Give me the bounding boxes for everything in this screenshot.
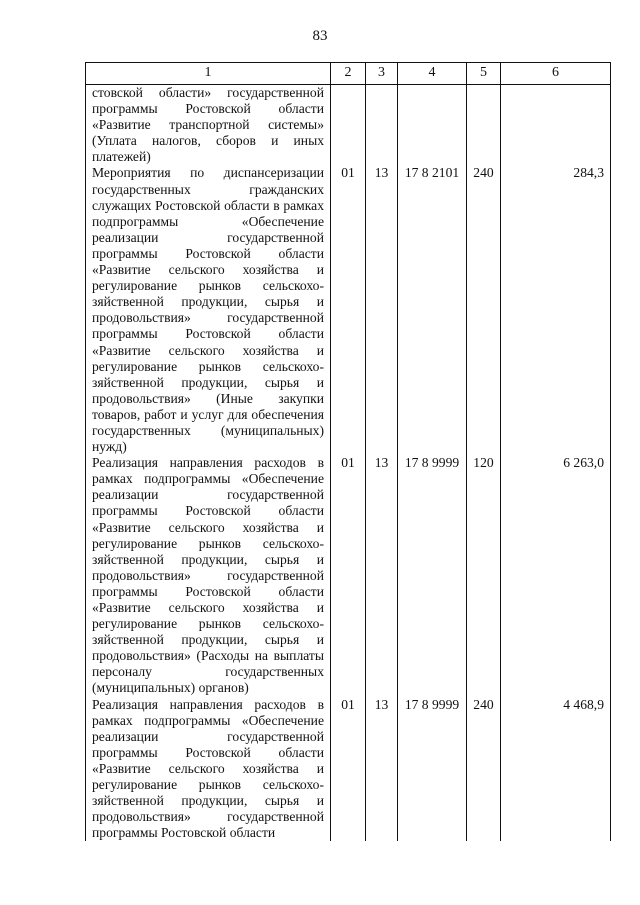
table-row bbox=[86, 455, 611, 696]
table-header-row bbox=[86, 63, 611, 85]
cell-subsection: 13 bbox=[366, 165, 398, 455]
cell-amount: 284,3 bbox=[501, 165, 611, 455]
cell-section: 01 bbox=[331, 455, 366, 696]
cell-target-article bbox=[398, 85, 467, 166]
cell-section bbox=[331, 85, 366, 166]
cell-section: 01 bbox=[331, 165, 366, 455]
row-description: Реализация направления расходов в рамках подпрограммы «Обеспечение реализации государственной программы Ростовской области «Развитие сельского хозяйства и регулирование рынков сельскохозяйственной продукции, сырья и продовольствия» государственной программы Ростовской области «Развитие сельского хозяйства и регулирование рынков сельскохозяйственной продукции, сырья и продовольствия» (Расходы на выплаты персоналу государственных (муниципальных) органов) bbox=[86, 455, 331, 696]
cell-expense-type bbox=[467, 85, 501, 166]
row-description: Реализация направления расходов в рамках подпрограммы «Обеспечение реализации государственной программы Ростовской области «Развитие сельского хозяйства и регулирование рынков сельскохозяйственной продукции, сырья и продовольствия» государственной программы Ростовской области bbox=[86, 697, 331, 842]
cell-subsection: 13 bbox=[366, 455, 398, 696]
column-header: 2 bbox=[331, 63, 366, 85]
cell-subsection bbox=[366, 85, 398, 166]
table-row bbox=[86, 85, 611, 166]
table-row bbox=[86, 697, 611, 842]
row-description: Мероприятия по диспансеризации государственных гражданских служащих Ростовской области в рамках подпрограммы «Обеспечение реализации государственной программы Ростовской области «Развитие сельского хозяйства и регулирование рынков сельскохозяйственной продукции, сырья и продовольствия» государственной программы Ростовской области «Развитие сельского хозяйства и регулирование рынков сельскохозяйственной продукции, сырья и продовольствия» (Иные закупки товаров, работ и услуг для обеспечения государственных (муниципальных) нужд) bbox=[86, 165, 331, 455]
table-row bbox=[86, 165, 611, 455]
cell-expense-type: 240 bbox=[467, 697, 501, 842]
cell-target-article: 17 8 9999 bbox=[398, 697, 467, 842]
column-header: 1 bbox=[86, 63, 331, 85]
column-header: 3 bbox=[366, 63, 398, 85]
column-header: 4 bbox=[398, 63, 467, 85]
cell-amount bbox=[501, 85, 611, 166]
page-number: 83 bbox=[312, 28, 328, 44]
cell-section: 01 bbox=[331, 697, 366, 842]
column-header: 6 bbox=[501, 63, 611, 85]
cell-subsection: 13 bbox=[366, 697, 398, 842]
column-header: 5 bbox=[467, 63, 501, 85]
cell-expense-type: 240 bbox=[467, 165, 501, 455]
cell-target-article: 17 8 2101 bbox=[398, 165, 467, 455]
cell-amount: 6 263,0 bbox=[501, 455, 611, 696]
row-description: стовской области» государственной программы Ростовской области «Развитие транспортной системы» (Уплата налогов, сборов и иных платежей) bbox=[86, 85, 331, 166]
cell-target-article: 17 8 9999 bbox=[398, 455, 467, 696]
cell-amount: 4 468,9 bbox=[501, 697, 611, 842]
cell-expense-type: 120 bbox=[467, 455, 501, 696]
budget-table bbox=[85, 62, 611, 841]
